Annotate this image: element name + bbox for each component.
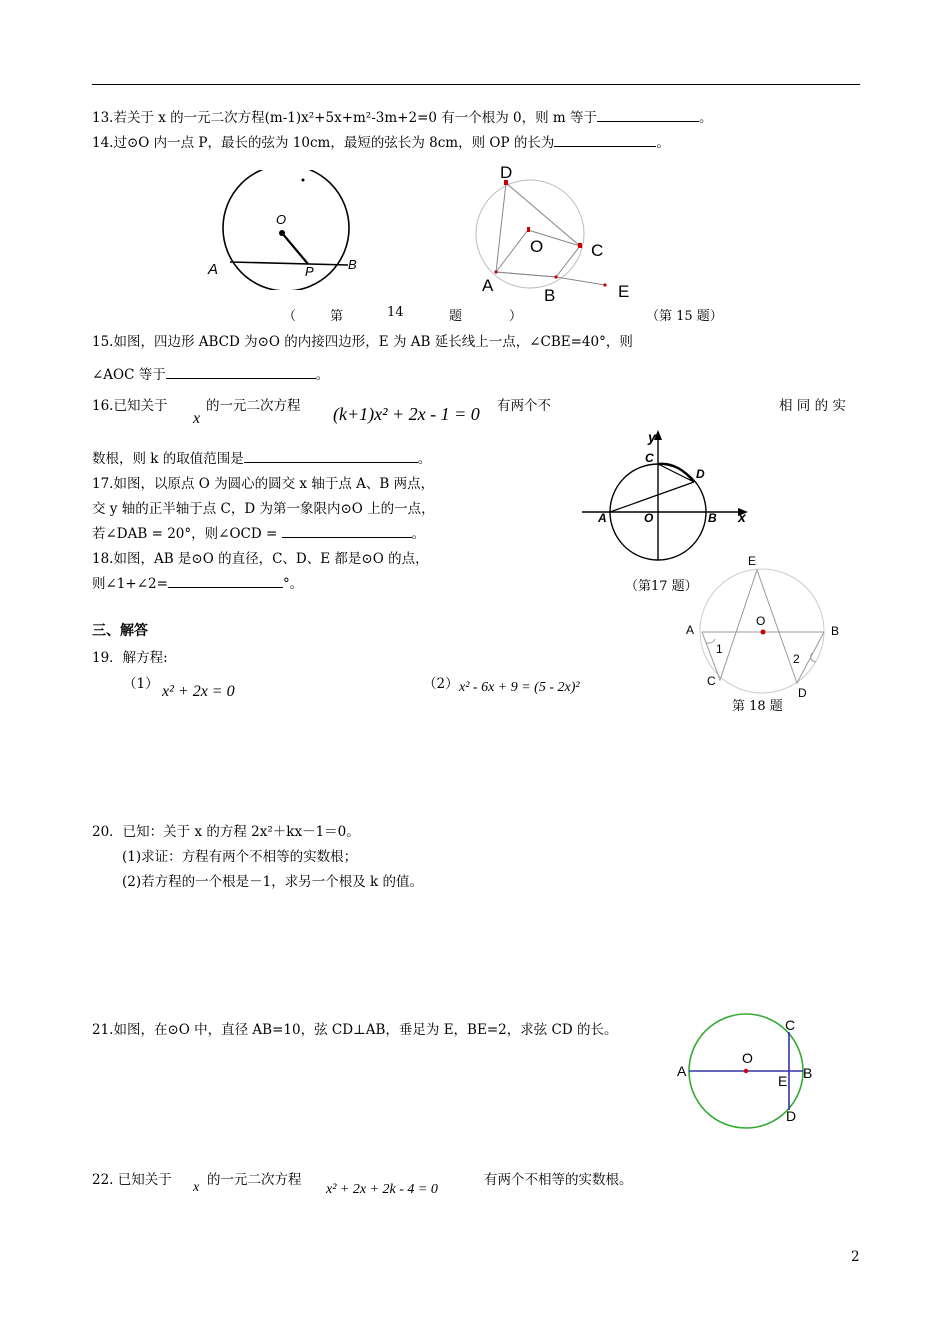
fig14-center-dot	[279, 230, 285, 236]
fig18-label-2: 2	[793, 652, 800, 666]
question-15-line1: 15.如图，四边形 ABCD 为⊙O 的内接四边形，E 为 AB 延长线上一点，∠CBE=40°，则	[92, 334, 633, 350]
fig15-label-e: E	[618, 282, 630, 301]
fig15-circle	[476, 180, 584, 288]
fig21-label-e: E	[778, 1073, 788, 1089]
question-19-part2-label: （2）	[423, 676, 459, 692]
question-19-equation-1: x² + 2x = 0	[162, 683, 235, 700]
fig21-label-b: B	[803, 1065, 813, 1081]
question-22-var: x	[193, 1180, 200, 1195]
fig17-label-c: C	[645, 451, 654, 465]
fig17-label-o: O	[644, 511, 654, 525]
fig18-label-e: E	[748, 554, 757, 568]
fig21-label-d: D	[786, 1108, 797, 1124]
figure-17	[578, 426, 758, 566]
question-16-post: 有两个不	[497, 398, 551, 414]
question-16-pre: 16.已知关于	[92, 398, 168, 414]
question-20-part2: (2)若方程的一个根是－1，求另一个根及 k 的值。	[122, 874, 423, 890]
question-22-pre: 22. 已知关于	[92, 1172, 172, 1188]
section-title: 三、解答	[92, 623, 148, 639]
question-21: 21.如图，在⊙O 中，直径 AB=10，弦 CD⊥AB，垂足为 E，BE=2，求弦 CD 的长。	[92, 1022, 618, 1038]
question-18-line2: 则∠1+∠2= °。	[92, 576, 304, 592]
fig17-label-y: y	[648, 429, 656, 445]
fig18-label-b: B	[831, 624, 840, 638]
question-19-equation-2: x² - 6x + 9 = (5 - 2x)²	[459, 680, 580, 695]
question-17-line1: 17.如图，以原点 O 为圆心的圆交 x 轴于点 A、B 两点，	[92, 476, 435, 492]
fig17-label-a: A	[598, 511, 607, 525]
figure-17-caption: （第17 题）	[625, 579, 698, 594]
fig14-label-p: P	[305, 264, 314, 279]
fig14-chord	[230, 262, 348, 265]
question-20-part1: (1)求证：方程有两个不相等的实数根；	[122, 849, 358, 865]
question-13: 13.若关于 x 的一元二次方程(m-1)x²+5x+m²-3m+2=0 有一个根为 0，则 m 等于 。	[92, 110, 713, 126]
page-number: 2	[851, 1249, 860, 1265]
question-22-post: 有两个不相等的实数根。	[484, 1172, 633, 1188]
fig14-label-a: A	[208, 261, 219, 278]
question-16-far: 相 同 的 实	[779, 398, 846, 414]
fig14-label-o: O	[276, 212, 287, 227]
fig15-label-d: D	[500, 163, 513, 182]
figure-15	[470, 160, 640, 305]
fig14-circle	[223, 170, 349, 290]
question-17-line2: 交 y 轴的正半轴于点 C，D 为第一象限内⊙O 上的一点，	[92, 501, 435, 517]
question-16-mid: 的一元二次方程	[206, 398, 301, 414]
question-19-title: 19．解方程:	[92, 650, 168, 666]
question-19-part1-label: （1）	[123, 676, 159, 692]
fig18-label-c: C	[707, 674, 716, 688]
question-15-line2: ∠AOC 等于 。	[92, 367, 330, 383]
fig15-label-a: A	[482, 276, 494, 295]
question-18-line1: 18.如图，AB 是⊙O 的直径，C、D、E 都是⊙O 的点，	[92, 551, 429, 567]
fig17-label-x: x	[738, 509, 746, 525]
question-22-mid: 的一元二次方程	[207, 1172, 302, 1188]
question-16-line2: 数根，则 k 的取值范围是 。	[92, 451, 432, 467]
fig21-label-o: O	[742, 1050, 753, 1066]
question-20-title: 20．已知：关于 x 的方程 2x²＋kx－1＝0。	[92, 824, 360, 840]
fig15-quadrilateral	[496, 183, 580, 277]
question-17-line3: 若∠DAB = 20°，则∠OCD = 。	[92, 526, 426, 542]
fig17-label-b: B	[708, 511, 717, 525]
fig17-label-d: D	[696, 467, 705, 481]
fig14-op-segment	[282, 233, 308, 264]
fig21-label-c: C	[785, 1017, 796, 1033]
figure-15-caption: （第 15 题）	[646, 309, 723, 324]
figure-18	[680, 550, 850, 715]
fig21-label-a: A	[677, 1063, 687, 1079]
question-16-var: x	[193, 410, 201, 427]
question-14: 14.过⊙O 内一点 P，最长的弦为 10cm，最短的弦长为 8cm，则 OP 的长为 。	[92, 135, 670, 151]
fig15-label-c: C	[591, 241, 604, 260]
fig18-label-d: D	[798, 686, 807, 700]
fig18-label-o: O	[756, 614, 766, 628]
question-16-equation: (k+1)x² + 2x - 1 = 0	[333, 404, 480, 424]
fig18-label-1: 1	[716, 642, 723, 656]
fig14-label-b: B	[348, 257, 357, 272]
figure-18-caption: 第 18 题	[732, 699, 783, 714]
header-rule	[92, 84, 860, 85]
fig15-label-b: B	[544, 286, 556, 305]
fig18-label-a: A	[686, 623, 695, 637]
fig15-label-o: O	[530, 237, 544, 256]
figure-14	[200, 170, 370, 290]
figure-14-caption: （ 第 14 题 ）	[283, 305, 523, 324]
question-22-equation: x² + 2x + 2k - 4 = 0	[326, 1182, 438, 1197]
figure-21	[672, 1010, 832, 1135]
